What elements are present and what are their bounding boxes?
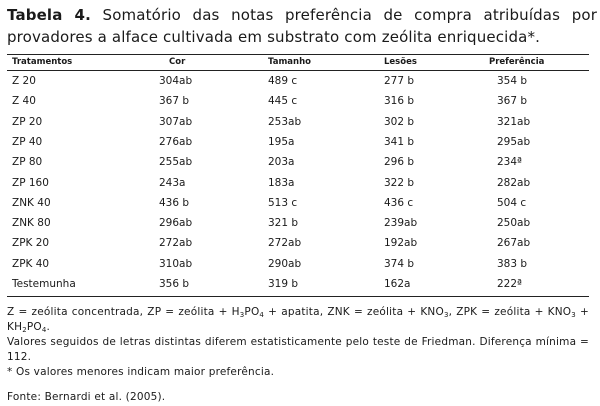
cell-lesoes: 302 b [384,115,415,128]
cell-tamanho: 489 c [268,75,298,87]
cell-preferencia: 295ab [497,135,531,148]
cell-lesoes: 296 b [384,156,415,169]
cell-lesoes: 322 b [384,176,415,189]
cell-cor: 304ab [159,75,193,87]
header-tratamentos: Tratamentos [12,57,73,67]
cell-cor: 356 b [159,278,190,290]
cell-tamanho: 319 b [268,278,299,290]
asterisk-note: * Os valores menores indicam maior preferência. [7,366,275,378]
cell-preferencia: 234ª [497,156,522,169]
cell-preferencia: 282ab [497,176,531,189]
cell-lesoes: 162a [384,278,411,290]
table-top-rule [7,54,589,55]
cell-preferencia: 250ab [497,217,531,230]
cell-cor: 272ab [159,237,193,250]
cell-lesoes: 436 c [384,196,414,209]
cell-tamanho: 253ab [268,115,302,128]
header-preferencia: Preferência [489,57,545,67]
cell-preferencia: 367 b [497,95,528,108]
cell-tamanho: 321 b [268,217,299,230]
cell-cor: 307ab [159,115,193,128]
cell-cor: 436 b [159,196,190,209]
header-bottom-rule [7,70,589,71]
cell-cor: 255ab [159,156,193,169]
friedman-note: Valores seguidos de letras distintas diferem estatisticamente pelo teste de Friedman. Diferença mínima = 112. [7,336,589,363]
cell-treatment: ZP 160 [12,176,49,189]
abbreviation-note: Z = zeólita concentrada, ZP = zeólita + $H_3PO_4$ + apatita, ZNK = zeólita + $KNO_3$, ZPK = zeólita + $KNO_3 + KH_2PO_4$. [7,306,590,334]
cell-lesoes: 316 b [384,95,415,108]
cell-cor: 276ab [159,135,193,148]
cell-treatment: ZP 40 [12,135,43,148]
header-lesoes: Lesões [384,57,417,67]
cell-treatment: ZP 20 [12,115,43,128]
table-bottom-rule [7,296,589,297]
cell-lesoes: 341 b [384,135,415,148]
header-cor: Cor [169,57,186,67]
cell-preferencia: 354 b [497,75,528,87]
cell-treatment: ZNK 80 [12,217,51,230]
cell-treatment: ZPK 40 [12,257,50,270]
cell-treatment: Z 20 [12,75,36,87]
cell-preferencia: 321ab [497,115,531,128]
table-caption [7,4,597,48]
cell-tamanho: 290ab [268,257,302,270]
cell-treatment: ZP 80 [12,156,43,169]
cell-cor: 296ab [159,217,193,230]
cell-treatment: ZPK 20 [12,237,50,250]
cell-lesoes: 277 b [384,75,415,87]
source-citation: Fonte: Bernardi et al. (2005). [7,391,166,403]
cell-preferencia: 222ª [497,278,522,290]
cell-treatment: Z 40 [12,95,36,108]
cell-tamanho: 195a [268,135,295,148]
caption-text: Somatório das notas preferência de compra atribuídas por provadores a alface cultivada em substrato com zeólita enriquecida*. [7,6,598,46]
table-notes [7,305,589,380]
cell-tamanho: 272ab [268,237,302,250]
cell-cor: 310ab [159,257,193,270]
cell-preferencia: 383 b [497,257,528,270]
cell-treatment: ZNK 40 [12,196,51,209]
cell-cor: 243a [159,176,186,189]
header-tamanho: Tamanho [268,57,311,67]
cell-lesoes: 374 b [384,257,415,270]
cell-lesoes: 239ab [384,217,418,230]
cell-cor: 367 b [159,95,190,108]
caption-label: Tabela 4. [7,6,91,24]
cell-treatment: Testemunha [12,278,76,290]
cell-tamanho: 203a [268,156,295,169]
cell-preferencia: 504 c [497,196,527,209]
cell-lesoes: 192ab [384,237,418,250]
cell-tamanho: 183a [268,176,295,189]
cell-tamanho: 445 c [268,95,298,108]
cell-tamanho: 513 c [268,196,298,209]
cell-preferencia: 267ab [497,237,531,250]
